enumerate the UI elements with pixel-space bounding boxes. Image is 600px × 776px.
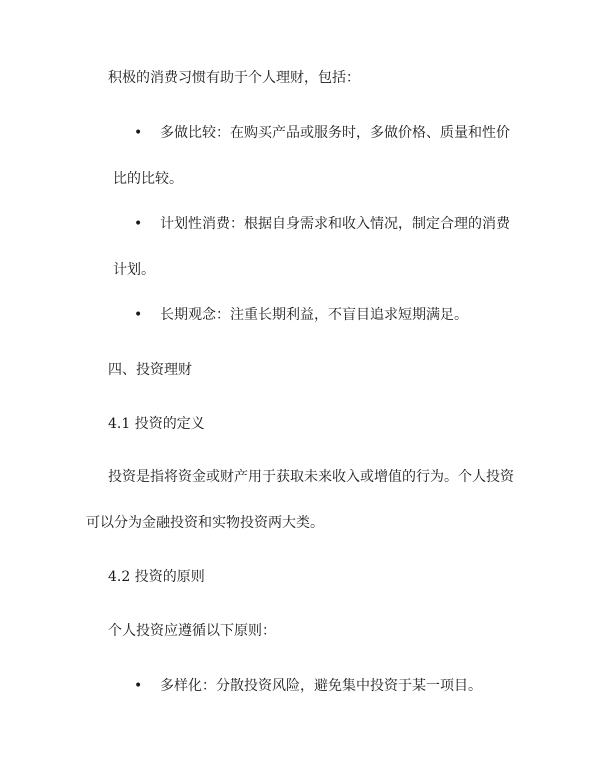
bullet-plan-line2: 计划。 [113,262,155,278]
bullet-compare-line2: 比的比较。 [113,171,183,187]
paragraph-4-2: 个人投资应遵循以下原则： [108,623,276,639]
subheading-4-2: 4.2 投资的原则 [108,569,205,585]
intro-paragraph: 积极的消费习惯有助于个人理财，包括： [108,70,360,86]
bullet-longterm: 长期观念：注重长期利益，不盲目追求短期满足。 [160,307,468,323]
bullet-marker: • [134,307,143,323]
subheading-4-1: 4.1 投资的定义 [108,416,205,432]
paragraph-4-1-line1: 投资是指将资金或财产用于获取未来收入或增值的行为。个人投资 [108,469,514,485]
bullet-marker: • [134,216,143,232]
bullet-diversify: 多样化：分散投资风险，避免集中投资于某一项目。 [160,678,482,694]
bullet-marker: • [134,678,143,694]
paragraph-4-1-line2: 可以分为金融投资和实物投资两大类。 [86,515,324,531]
bullet-compare-line1: 多做比较：在购买产品或服务时，多做价格、质量和性价 [160,125,510,141]
section-heading: 四、投资理财 [108,362,192,378]
bullet-marker: • [134,125,143,141]
bullet-plan-line1: 计划性消费：根据自身需求和收入情况，制定合理的消费 [160,216,510,232]
